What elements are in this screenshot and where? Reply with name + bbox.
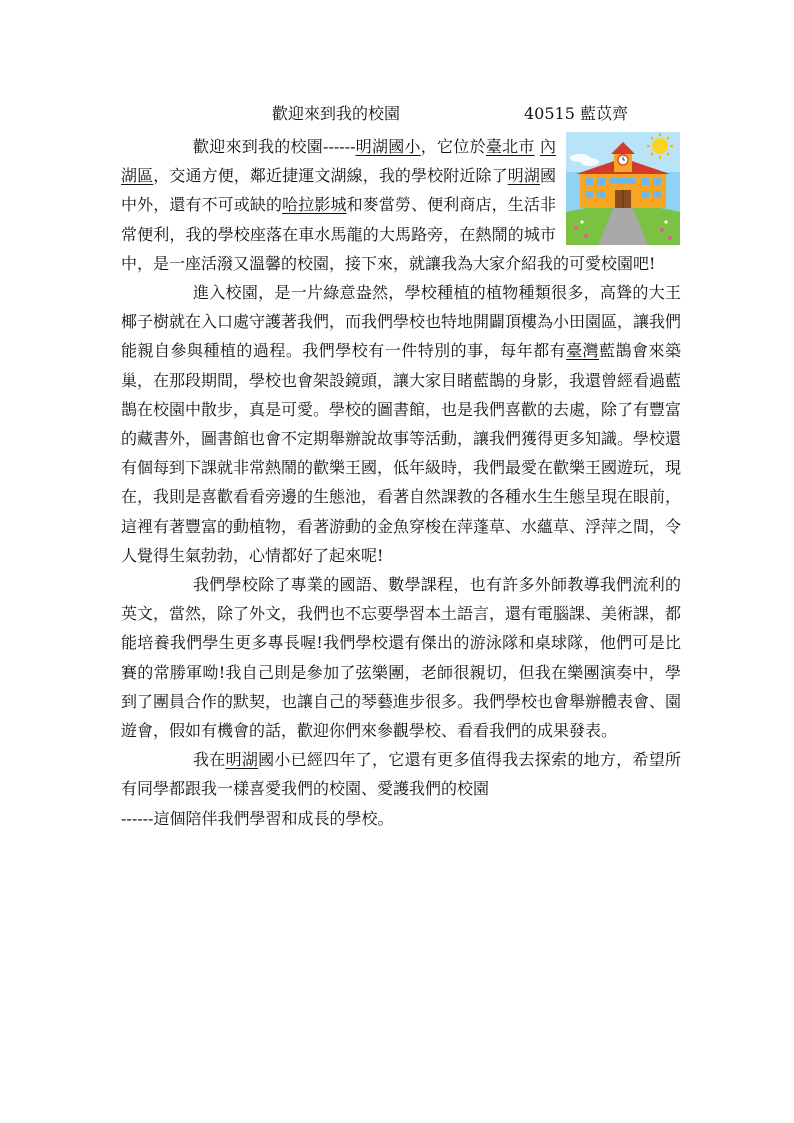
city-name: 臺北市	[485, 137, 535, 156]
school-name: 明湖國小	[355, 137, 421, 156]
page-title: 歡迎來到我的校園	[272, 104, 401, 123]
title-line	[272, 102, 692, 126]
student-id-name: 40515 藍苡齊	[524, 104, 628, 123]
cinema-name: 哈拉影城	[282, 195, 347, 215]
paragraph-campus: 進入校園，是一片綠意盎然，學校種植的植物種類很多，高聳的大王椰子樹就在入口處守護著我們，而我們學校也特地開闢頂樓為小田園區，讓我們能親自參與種植的過程。我們學校有一件特別的事，每年都有臺灣藍鵲會來築巢，在那段期間，學校也會架設鏡頭，讓大家目睹藍鵲的身影，我還曾經看過藍鵲在校園中散步，真是可愛。學校的圖書館，也是我們喜歡的去處，除了有豐富的藏書外，圖書館也會不定期舉辦說故事等活動，讓我們獲得更多知識。學校還有個每到下課就非常熱鬧的歡樂王國，低年級時，我們最愛在歡樂王國遊玩，現在，我則是喜歡看看旁邊的生態池，看著自然課教的各種水生生態呈現在眼前，這裡有著豐富的動植物，看著游動的金魚穿梭在萍蓬草、水蘊草、浮萍之間，令人覺得生氣勃勃，心情都好了起來呢!	[121, 283, 682, 565]
district-name-a: 內湖	[121, 137, 556, 186]
essay-body	[121, 132, 681, 833]
district-name-b: 區	[137, 166, 154, 186]
junior-high-name: 明湖	[507, 166, 540, 186]
school-name-closing: 明湖	[225, 750, 259, 770]
paragraph-courses: 我們學校除了專業的國語、數學課程，也有許多外師教導我們流利的英文，當然，除了外文，我們也不忘要學習本土語言，還有電腦課、美術課，都能培養我們學生更多專長喔!我們學校還有傑出的游泳隊和桌球隊，他們可是比賽的常勝軍呦!我自己則是參加了弦樂團，老師很親切，但我在樂團演奏中，學到了團員合作的默契，也讓自己的琴藝進步很多。我們學校也會舉辦體表會、園遊會，假如有機會的話，歡迎你們來參觀學校、看看我們的成果發表。	[121, 575, 682, 741]
paragraph-intro: 歡迎來到我的校園------明湖國小，它位於臺北市 內湖區，交通方便，鄰近捷運文湖線，我的學校附近除了明湖國中外，還有不可或缺的哈拉影城和麥當勞、便利商店，生活非常便利，我的學校座落在車水馬龍的大馬路旁，在熱鬧的城市中，是一座活潑又溫馨的校園，接下來，就讓我為大家介紹我的可愛校園吧!	[121, 137, 656, 273]
school-illustration	[566, 132, 680, 245]
taiwan-word: 臺灣	[566, 341, 600, 361]
paragraph-conclusion: 我在明湖國小已經四年了，它還有更多值得我去探索的地方，希望所有同學都跟我一樣喜愛我們的校園、愛護我們的校園 ------這個陪伴我們學習和成長的學校。	[121, 750, 681, 828]
school-building-icon	[566, 132, 680, 245]
